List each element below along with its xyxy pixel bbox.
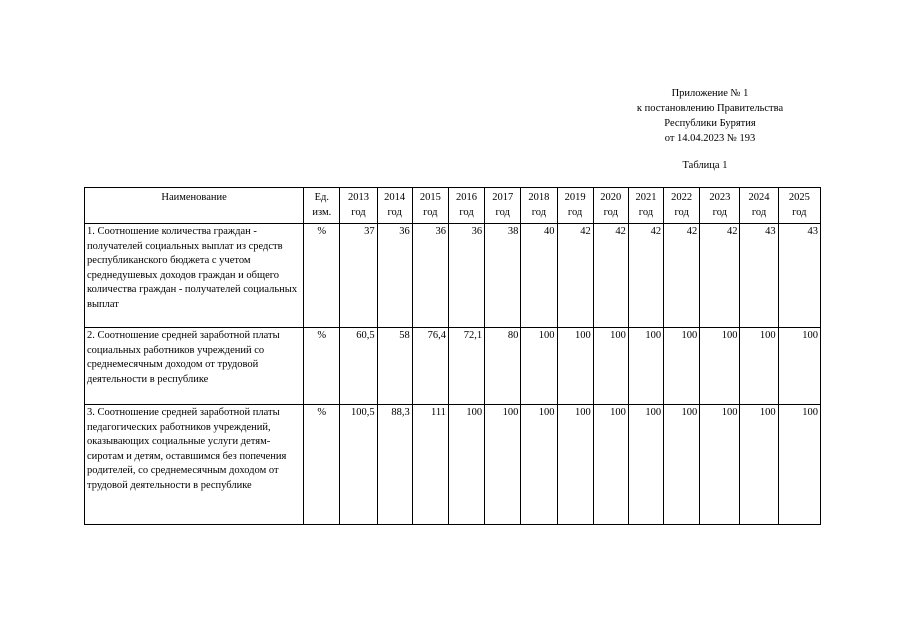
year-suffix: год (603, 207, 618, 218)
table-row (85, 405, 821, 525)
year-column-header (740, 188, 778, 224)
value-cell: 100 (778, 405, 820, 525)
value-cell: 72,1 (448, 328, 484, 405)
year-suffix: год (423, 207, 438, 218)
value-cell: 88,3 (377, 405, 412, 525)
year-label: 2014 (384, 192, 406, 203)
value-cell: 38 (485, 224, 521, 328)
value-cell: 100 (521, 328, 557, 405)
table-header-row (85, 188, 821, 224)
value-cell: 100 (664, 328, 700, 405)
indicators-table (84, 187, 821, 525)
year-column-header (377, 188, 412, 224)
year-label: 2024 (748, 192, 770, 203)
appendix-header (560, 86, 860, 146)
value-cell: 100 (521, 405, 557, 525)
value-cell: 100 (557, 405, 593, 525)
table-label: Таблица 1 (682, 160, 728, 171)
value-cell: 43 (778, 224, 820, 328)
value-cell: 60,5 (340, 328, 377, 405)
year-label: 2018 (528, 192, 550, 203)
value-cell: 100 (740, 328, 778, 405)
value-cell: 100 (740, 405, 778, 525)
appendix-resolution: к постановлению Правительства (636, 103, 784, 114)
year-suffix: год (751, 207, 767, 218)
name-column-header: Наименование (85, 188, 304, 224)
appendix-title: Приложение № 1 (671, 88, 749, 99)
year-suffix: год (531, 207, 547, 218)
value-cell: 42 (700, 224, 740, 328)
value-cell: 100 (448, 405, 484, 525)
year-column-header (778, 188, 820, 224)
appendix-date: от 14.04.2023 № 193 (664, 133, 756, 144)
value-cell: 100 (778, 328, 820, 405)
unit-header-line1: Ед. (314, 192, 329, 203)
value-cell: 42 (593, 224, 628, 328)
indicator-name-cell: 2. Соотношение средней заработной платы социальных работников учреждений со среднемесячным доходом от трудовой деятельности в республике (85, 328, 304, 405)
value-cell: 111 (412, 405, 448, 525)
year-column-header (664, 188, 700, 224)
unit-cell: % (304, 224, 340, 328)
value-cell: 100 (700, 405, 740, 525)
year-suffix: год (792, 207, 807, 218)
value-cell: 76,4 (412, 328, 448, 405)
value-cell: 100 (700, 328, 740, 405)
year-column-header (485, 188, 521, 224)
year-column-header (521, 188, 557, 224)
year-suffix: год (351, 207, 366, 218)
year-suffix: год (459, 207, 474, 218)
year-column-header (593, 188, 628, 224)
year-column-header (628, 188, 663, 224)
table-row (85, 328, 821, 405)
year-suffix: год (638, 207, 654, 218)
year-label: 2017 (492, 192, 514, 203)
value-cell: 37 (340, 224, 377, 328)
year-label: 2021 (635, 192, 657, 203)
unit-column-header (304, 188, 340, 224)
value-cell: 100 (557, 328, 593, 405)
year-column-header (448, 188, 484, 224)
unit-header-line2: изм. (312, 207, 332, 218)
indicator-name-cell: 1. Соотношение количества граждан - получателей социальных выплат из средств республиканского бюджета с учетом среднедушевых доходов граждан и общего количества граждан - получателей социальных выплат (85, 224, 304, 328)
year-label: 2016 (456, 192, 478, 203)
year-label: 2023 (709, 192, 731, 203)
value-cell: 100 (664, 405, 700, 525)
year-column-header (412, 188, 448, 224)
year-suffix: год (387, 207, 402, 218)
value-cell: 100 (485, 405, 521, 525)
value-cell: 36 (448, 224, 484, 328)
value-cell: 36 (412, 224, 448, 328)
value-cell: 36 (377, 224, 412, 328)
year-column-header (340, 188, 377, 224)
appendix-republic: Республики Бурятия (664, 118, 756, 129)
year-label: 2020 (600, 192, 622, 203)
unit-cell: % (304, 405, 340, 525)
year-label: 2022 (671, 192, 693, 203)
value-cell: 40 (521, 224, 557, 328)
table-row (85, 224, 821, 328)
value-cell: 42 (628, 224, 663, 328)
year-suffix: год (567, 207, 583, 218)
year-label: 2019 (564, 192, 586, 203)
value-cell: 58 (377, 328, 412, 405)
value-cell: 43 (740, 224, 778, 328)
indicator-name-cell: 3. Соотношение средней заработной платы педагогических работников учреждений, оказывающих социальные услуги детям-сиротам и детям, оставшимся без попечения родителей, со среднемесячным доходом от трудовой деятельности в республике (85, 405, 304, 525)
unit-cell: % (304, 328, 340, 405)
year-label: 2013 (347, 192, 369, 203)
year-label: 2025 (788, 192, 810, 203)
value-cell: 100 (628, 328, 663, 405)
year-label: 2015 (419, 192, 441, 203)
year-suffix: год (712, 207, 728, 218)
year-suffix: год (674, 207, 689, 218)
value-cell: 100 (593, 405, 628, 525)
year-suffix: год (495, 207, 510, 218)
value-cell: 80 (485, 328, 521, 405)
value-cell: 100,5 (340, 405, 377, 525)
value-cell: 42 (664, 224, 700, 328)
year-column-header (557, 188, 593, 224)
value-cell: 42 (557, 224, 593, 328)
value-cell: 100 (628, 405, 663, 525)
year-column-header (700, 188, 740, 224)
value-cell: 100 (593, 328, 628, 405)
